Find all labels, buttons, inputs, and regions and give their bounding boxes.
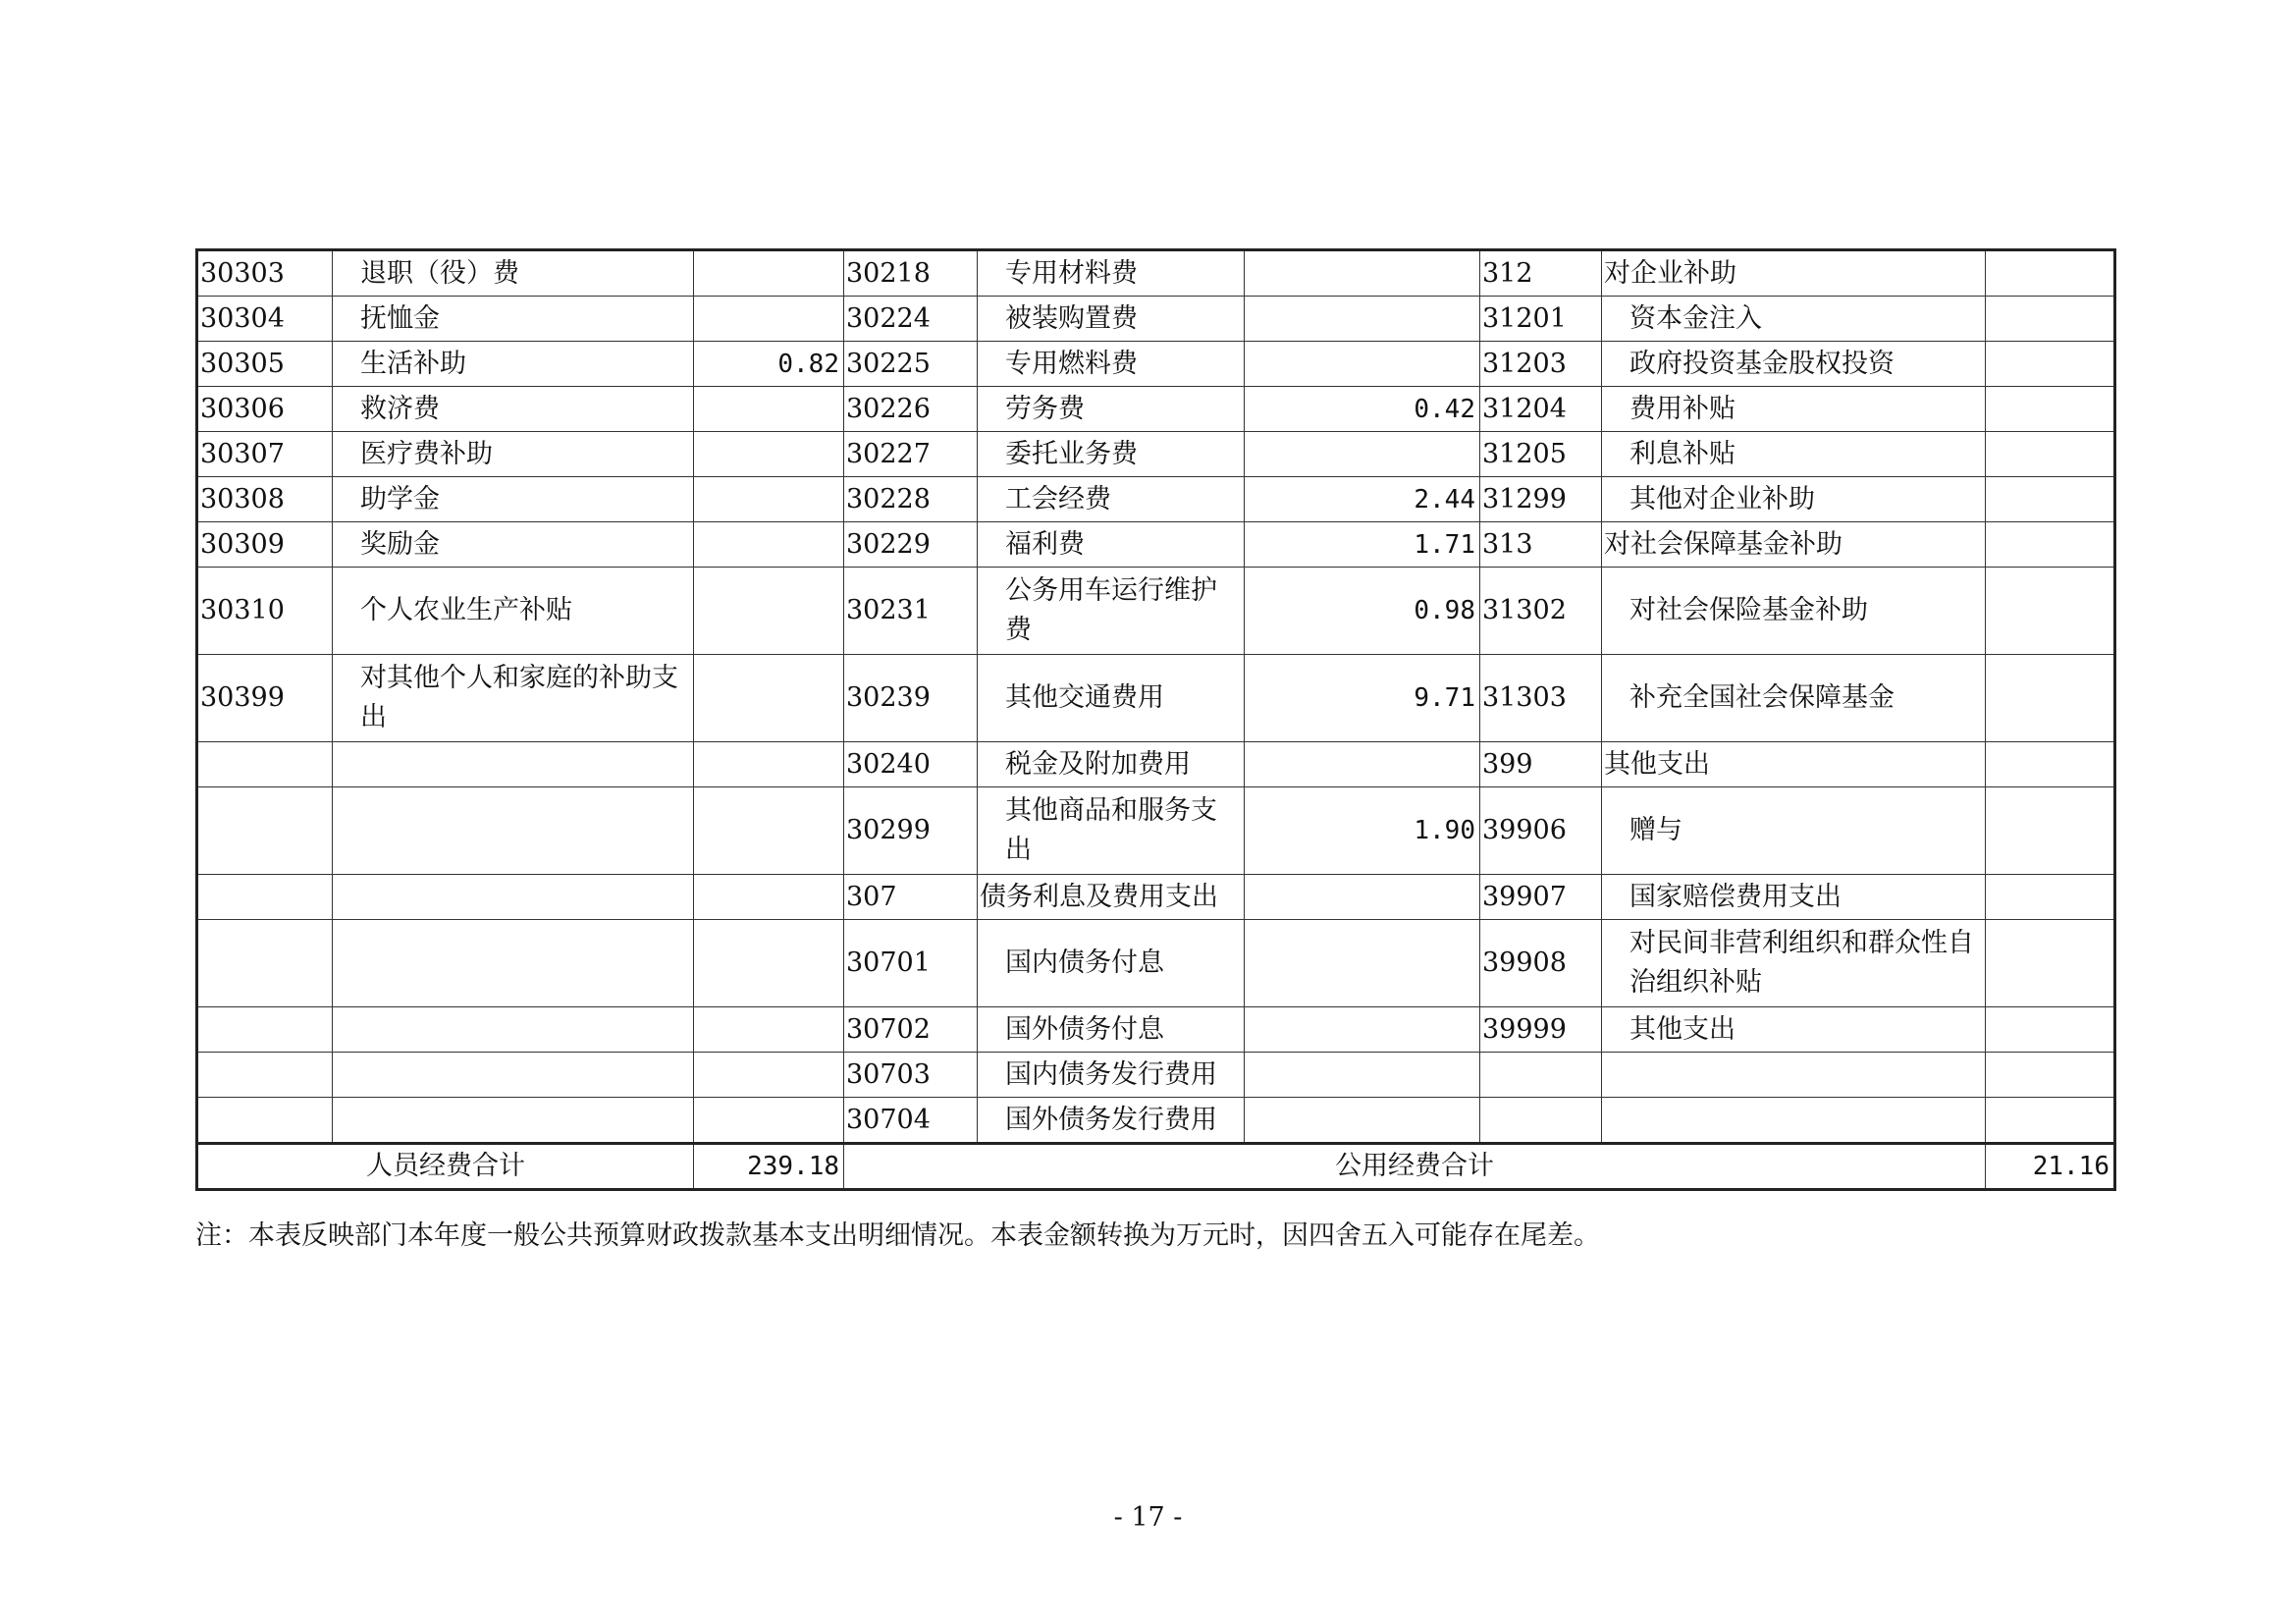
item-name-cell: 委托业务费 [978,432,1245,477]
table-row [197,742,2115,787]
personnel-total-label: 人员经费合计 [197,1144,694,1190]
item-name-cell: 国外债务发行费用 [978,1098,1245,1144]
code-cell: 30229 [844,522,978,568]
code-cell: 30304 [197,297,333,342]
amount-cell [1245,250,1480,297]
page-number: - 17 - [1113,1502,1183,1533]
item-name-cell: 赠与 [1602,787,1986,875]
expenditure-detail-table [195,248,2116,1191]
item-name-cell: 奖励金 [333,522,694,568]
personnel-total-value: 239.18 [694,1144,844,1190]
amount-cell [1245,432,1480,477]
table-row [197,477,2115,522]
amount-cell [1245,920,1480,1007]
item-name-cell: 对企业补助 [1602,250,1986,297]
amount-cell [694,875,844,920]
public-total-label: 公用经费合计 [844,1144,1986,1190]
amount-cell [1245,742,1480,787]
table-row [197,387,2115,432]
item-name-cell: 费用补贴 [1602,387,1986,432]
amount-cell [1986,522,2115,568]
code-cell: 30239 [844,655,978,742]
code-cell [1480,1098,1602,1144]
code-cell: 312 [1480,250,1602,297]
amount-cell [694,477,844,522]
amount-cell [1986,342,2115,387]
table-row [197,1053,2115,1098]
item-name-cell: 政府投资基金股权投资 [1602,342,1986,387]
code-cell: 30399 [197,655,333,742]
code-cell: 39906 [1480,787,1602,875]
amount-cell [1986,742,2115,787]
item-name-cell [333,1007,694,1053]
table-row [197,875,2115,920]
code-cell: 30306 [197,387,333,432]
code-cell [197,742,333,787]
amount-cell: 0.82 [694,342,844,387]
table-footnote: 注：本表反映部门本年度一般公共预算财政拨款基本支出明细情况。本表金额转换为万元时，因四舍五入可能存在尾差。 [195,1220,1600,1251]
table-row [197,655,2115,742]
amount-cell [1986,1053,2115,1098]
table-row [197,920,2115,1007]
item-name-cell [333,875,694,920]
amount-cell [694,1053,844,1098]
item-name-cell: 对其他个人和家庭的补助支出 [333,655,694,742]
item-name-cell: 工会经费 [978,477,1245,522]
item-name-cell: 对社会保险基金补助 [1602,568,1986,655]
code-cell: 30227 [844,432,978,477]
item-name-cell: 生活补助 [333,342,694,387]
amount-cell: 2.44 [1245,477,1480,522]
item-name-cell [333,920,694,1007]
item-name-cell: 补充全国社会保障基金 [1602,655,1986,742]
item-name-cell: 对社会保障基金补助 [1602,522,1986,568]
amount-cell [694,1007,844,1053]
item-name-cell: 医疗费补助 [333,432,694,477]
code-cell [197,1098,333,1144]
code-cell: 39999 [1480,1007,1602,1053]
code-cell: 30224 [844,297,978,342]
table-row [197,1007,2115,1053]
amount-cell [694,297,844,342]
code-cell [197,920,333,1007]
amount-cell [694,522,844,568]
table-row [197,1098,2115,1144]
code-cell: 31303 [1480,655,1602,742]
amount-cell [1986,787,2115,875]
code-cell: 30303 [197,250,333,297]
code-cell: 31204 [1480,387,1602,432]
amount-cell [1245,1098,1480,1144]
code-cell: 30701 [844,920,978,1007]
table-row [197,522,2115,568]
item-name-cell: 其他交通费用 [978,655,1245,742]
amount-cell [1245,297,1480,342]
item-name-cell [333,1053,694,1098]
code-cell: 39907 [1480,875,1602,920]
code-cell: 399 [1480,742,1602,787]
item-name-cell: 福利费 [978,522,1245,568]
amount-cell [1986,920,2115,1007]
code-cell [1480,1053,1602,1098]
item-name-cell: 救济费 [333,387,694,432]
item-name-cell [333,787,694,875]
item-name-cell: 助学金 [333,477,694,522]
item-name-cell: 对民间非营利组织和群众性自治组织补贴 [1602,920,1986,1007]
code-cell: 30228 [844,477,978,522]
code-cell: 30704 [844,1098,978,1144]
code-cell: 30299 [844,787,978,875]
amount-cell [1986,250,2115,297]
code-cell: 313 [1480,522,1602,568]
code-cell [197,1007,333,1053]
item-name-cell [333,1098,694,1144]
code-cell: 31203 [1480,342,1602,387]
item-name-cell: 其他对企业补助 [1602,477,1986,522]
code-cell: 30309 [197,522,333,568]
totals-row [197,1144,2115,1190]
code-cell: 30240 [844,742,978,787]
amount-cell [1245,1053,1480,1098]
amount-cell [1986,655,2115,742]
code-cell: 39908 [1480,920,1602,1007]
amount-cell [694,742,844,787]
item-name-cell: 抚恤金 [333,297,694,342]
code-cell: 30218 [844,250,978,297]
code-cell: 30307 [197,432,333,477]
item-name-cell: 专用材料费 [978,250,1245,297]
item-name-cell: 公务用车运行维护费 [978,568,1245,655]
item-name-cell: 劳务费 [978,387,1245,432]
code-cell: 31201 [1480,297,1602,342]
code-cell: 30231 [844,568,978,655]
amount-cell [1986,297,2115,342]
code-cell: 30308 [197,477,333,522]
code-cell [197,787,333,875]
item-name-cell: 国内债务发行费用 [978,1053,1245,1098]
amount-cell [1986,432,2115,477]
item-name-cell: 国家赔偿费用支出 [1602,875,1986,920]
amount-cell [1986,1098,2115,1144]
item-name-cell: 退职（役）费 [333,250,694,297]
item-name-cell: 专用燃料费 [978,342,1245,387]
item-name-cell: 其他支出 [1602,742,1986,787]
item-name-cell [333,742,694,787]
item-name-cell: 税金及附加费用 [978,742,1245,787]
code-cell: 31299 [1480,477,1602,522]
code-cell: 30226 [844,387,978,432]
table-row [197,787,2115,875]
amount-cell [694,787,844,875]
code-cell: 30702 [844,1007,978,1053]
amount-cell [1245,1007,1480,1053]
amount-cell [1986,477,2115,522]
item-name-cell: 其他商品和服务支出 [978,787,1245,875]
amount-cell [1245,875,1480,920]
code-cell: 31205 [1480,432,1602,477]
item-name-cell: 债务利息及费用支出 [978,875,1245,920]
item-name-cell: 国内债务付息 [978,920,1245,1007]
table-row [197,297,2115,342]
amount-cell [1245,342,1480,387]
public-total-value: 21.16 [1986,1144,2115,1190]
amount-cell: 0.42 [1245,387,1480,432]
amount-cell: 9.71 [1245,655,1480,742]
code-cell [197,875,333,920]
amount-cell: 1.71 [1245,522,1480,568]
amount-cell [694,1098,844,1144]
code-cell: 30225 [844,342,978,387]
amount-cell [694,432,844,477]
code-cell: 30305 [197,342,333,387]
item-name-cell: 利息补贴 [1602,432,1986,477]
amount-cell [694,655,844,742]
item-name-cell: 资本金注入 [1602,297,1986,342]
table-row [197,568,2115,655]
amount-cell: 0.98 [1245,568,1480,655]
item-name-cell: 个人农业生产补贴 [333,568,694,655]
code-cell: 307 [844,875,978,920]
table-body [197,250,2115,1144]
table-row [197,342,2115,387]
amount-cell [1986,568,2115,655]
amount-cell [1986,1007,2115,1053]
item-name-cell: 其他支出 [1602,1007,1986,1053]
code-cell: 30703 [844,1053,978,1098]
code-cell [197,1053,333,1098]
item-name-cell [1602,1098,1986,1144]
amount-cell [694,250,844,297]
item-name-cell: 被装购置费 [978,297,1245,342]
table-row [197,250,2115,297]
amount-cell [694,568,844,655]
amount-cell [694,387,844,432]
amount-cell [694,920,844,1007]
code-cell: 31302 [1480,568,1602,655]
item-name-cell [1602,1053,1986,1098]
amount-cell [1986,387,2115,432]
amount-cell: 1.90 [1245,787,1480,875]
table-row [197,432,2115,477]
item-name-cell: 国外债务付息 [978,1007,1245,1053]
code-cell: 30310 [197,568,333,655]
amount-cell [1986,875,2115,920]
